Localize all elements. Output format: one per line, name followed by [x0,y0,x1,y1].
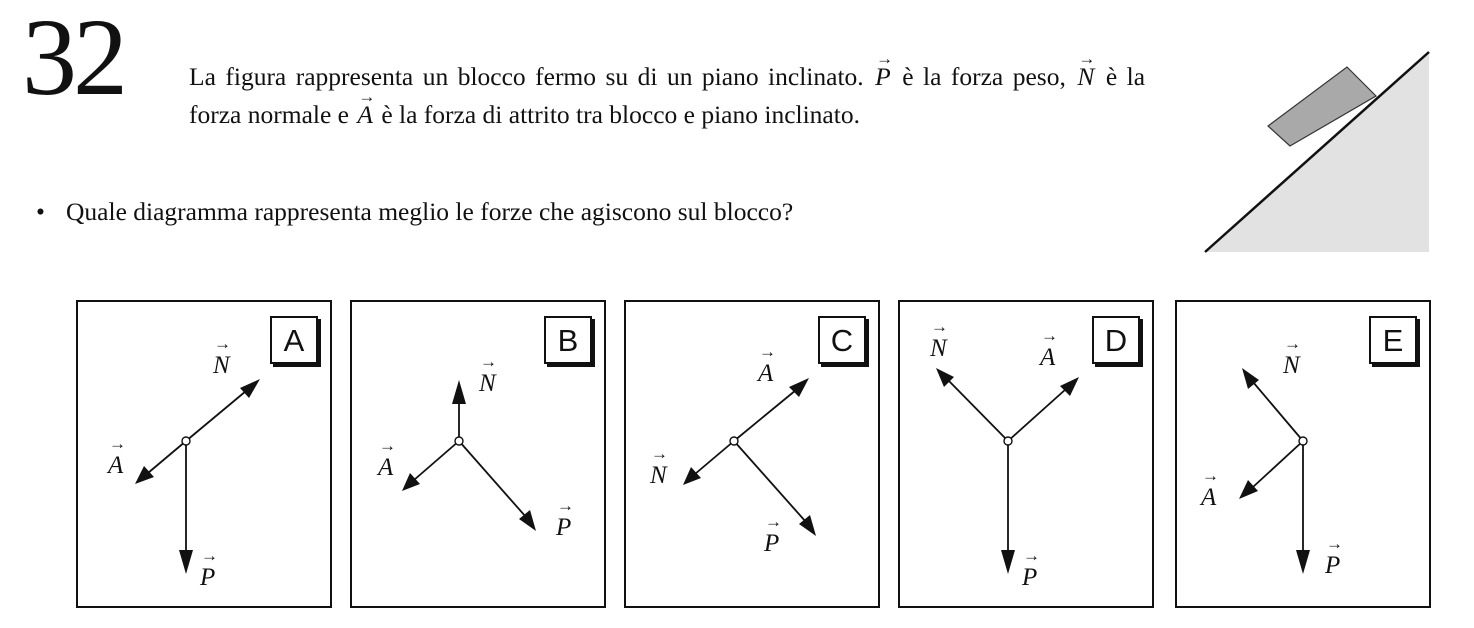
weight-force-label: → P [554,514,573,542]
problem-statement [189,58,1145,134]
friction-arrow-head [135,466,154,484]
application-point [455,437,463,445]
option-b-letter: B [544,316,592,364]
normal-force-label: → N [211,352,232,380]
weight-force-symbol: → P [873,58,893,96]
friction-arrow-shaft [1008,389,1066,441]
weight-arrow-head [1001,550,1015,574]
intro-part-2: è la forza peso, [902,62,1066,91]
friction-arrow-shaft [1253,441,1303,487]
application-point [1299,437,1307,445]
option-e-panel[interactable] [1175,300,1431,608]
weight-force-label: → P [1020,564,1039,592]
weight-force-label: → P [762,530,781,558]
intro-part-1: La figura rappresenta un blocco fermo su di un piano inclinato. [189,62,864,91]
option-c-panel[interactable] [624,300,880,608]
question-text: Quale diagramma rappresenta meglio le forze che agiscono sul blocco? [66,197,794,226]
normal-arrow-head [683,467,701,485]
weight-arrow-head [179,550,193,574]
friction-force-label: → A [376,454,395,482]
weight-arrow-shaft [459,441,526,517]
normal-arrow-shaft [186,391,246,441]
friction-force-label: → A [1199,484,1218,512]
normal-force-label: → N [1281,352,1302,380]
weight-force-label: → P [1323,552,1342,580]
friction-force-label: → A [106,452,125,480]
friction-arrow-head [1060,377,1079,396]
weight-force-label: → P [198,564,217,592]
option-a-panel[interactable] [76,300,332,608]
normal-force-symbol: → N [1075,58,1096,96]
weight-arrow-head [1296,550,1310,574]
friction-arrow-head [402,473,420,491]
friction-force-label: → A [1038,344,1057,372]
friction-force-label: → A [756,360,775,388]
normal-force-label: → N [648,462,669,490]
application-point [730,437,738,445]
application-point [182,437,190,445]
option-d-letter: D [1092,316,1140,364]
question-line [36,195,793,229]
friction-arrow-shaft [148,441,186,473]
option-c-letter: C [818,316,866,364]
application-point [1004,437,1012,445]
option-e-letter: E [1369,316,1417,364]
question-number: 32 [22,0,124,118]
normal-arrow-shaft [1253,382,1303,441]
friction-arrow-head [1239,480,1258,499]
weight-arrow-shaft [734,441,806,522]
option-a-letter: A [270,316,318,364]
normal-arrow-head [452,380,466,404]
option-b-panel[interactable] [350,300,606,608]
friction-arrow-shaft [734,390,796,441]
normal-arrow-shaft [695,441,734,474]
friction-force-symbol: → A [355,96,375,134]
bullet-icon: • [36,197,45,226]
normal-arrow-head [240,379,260,398]
option-d-panel[interactable] [898,300,1154,608]
normal-force-label: → N [477,370,498,398]
inclined-plane-figure [1200,45,1435,257]
intro-part-3: è la forza normale e [189,62,1146,129]
normal-arrow-shaft [948,380,1008,441]
intro-part-4: è la forza di attrito tra blocco e piano inclinato. [381,100,860,129]
friction-arrow-shaft [414,441,459,480]
normal-force-label: → N [928,335,949,363]
